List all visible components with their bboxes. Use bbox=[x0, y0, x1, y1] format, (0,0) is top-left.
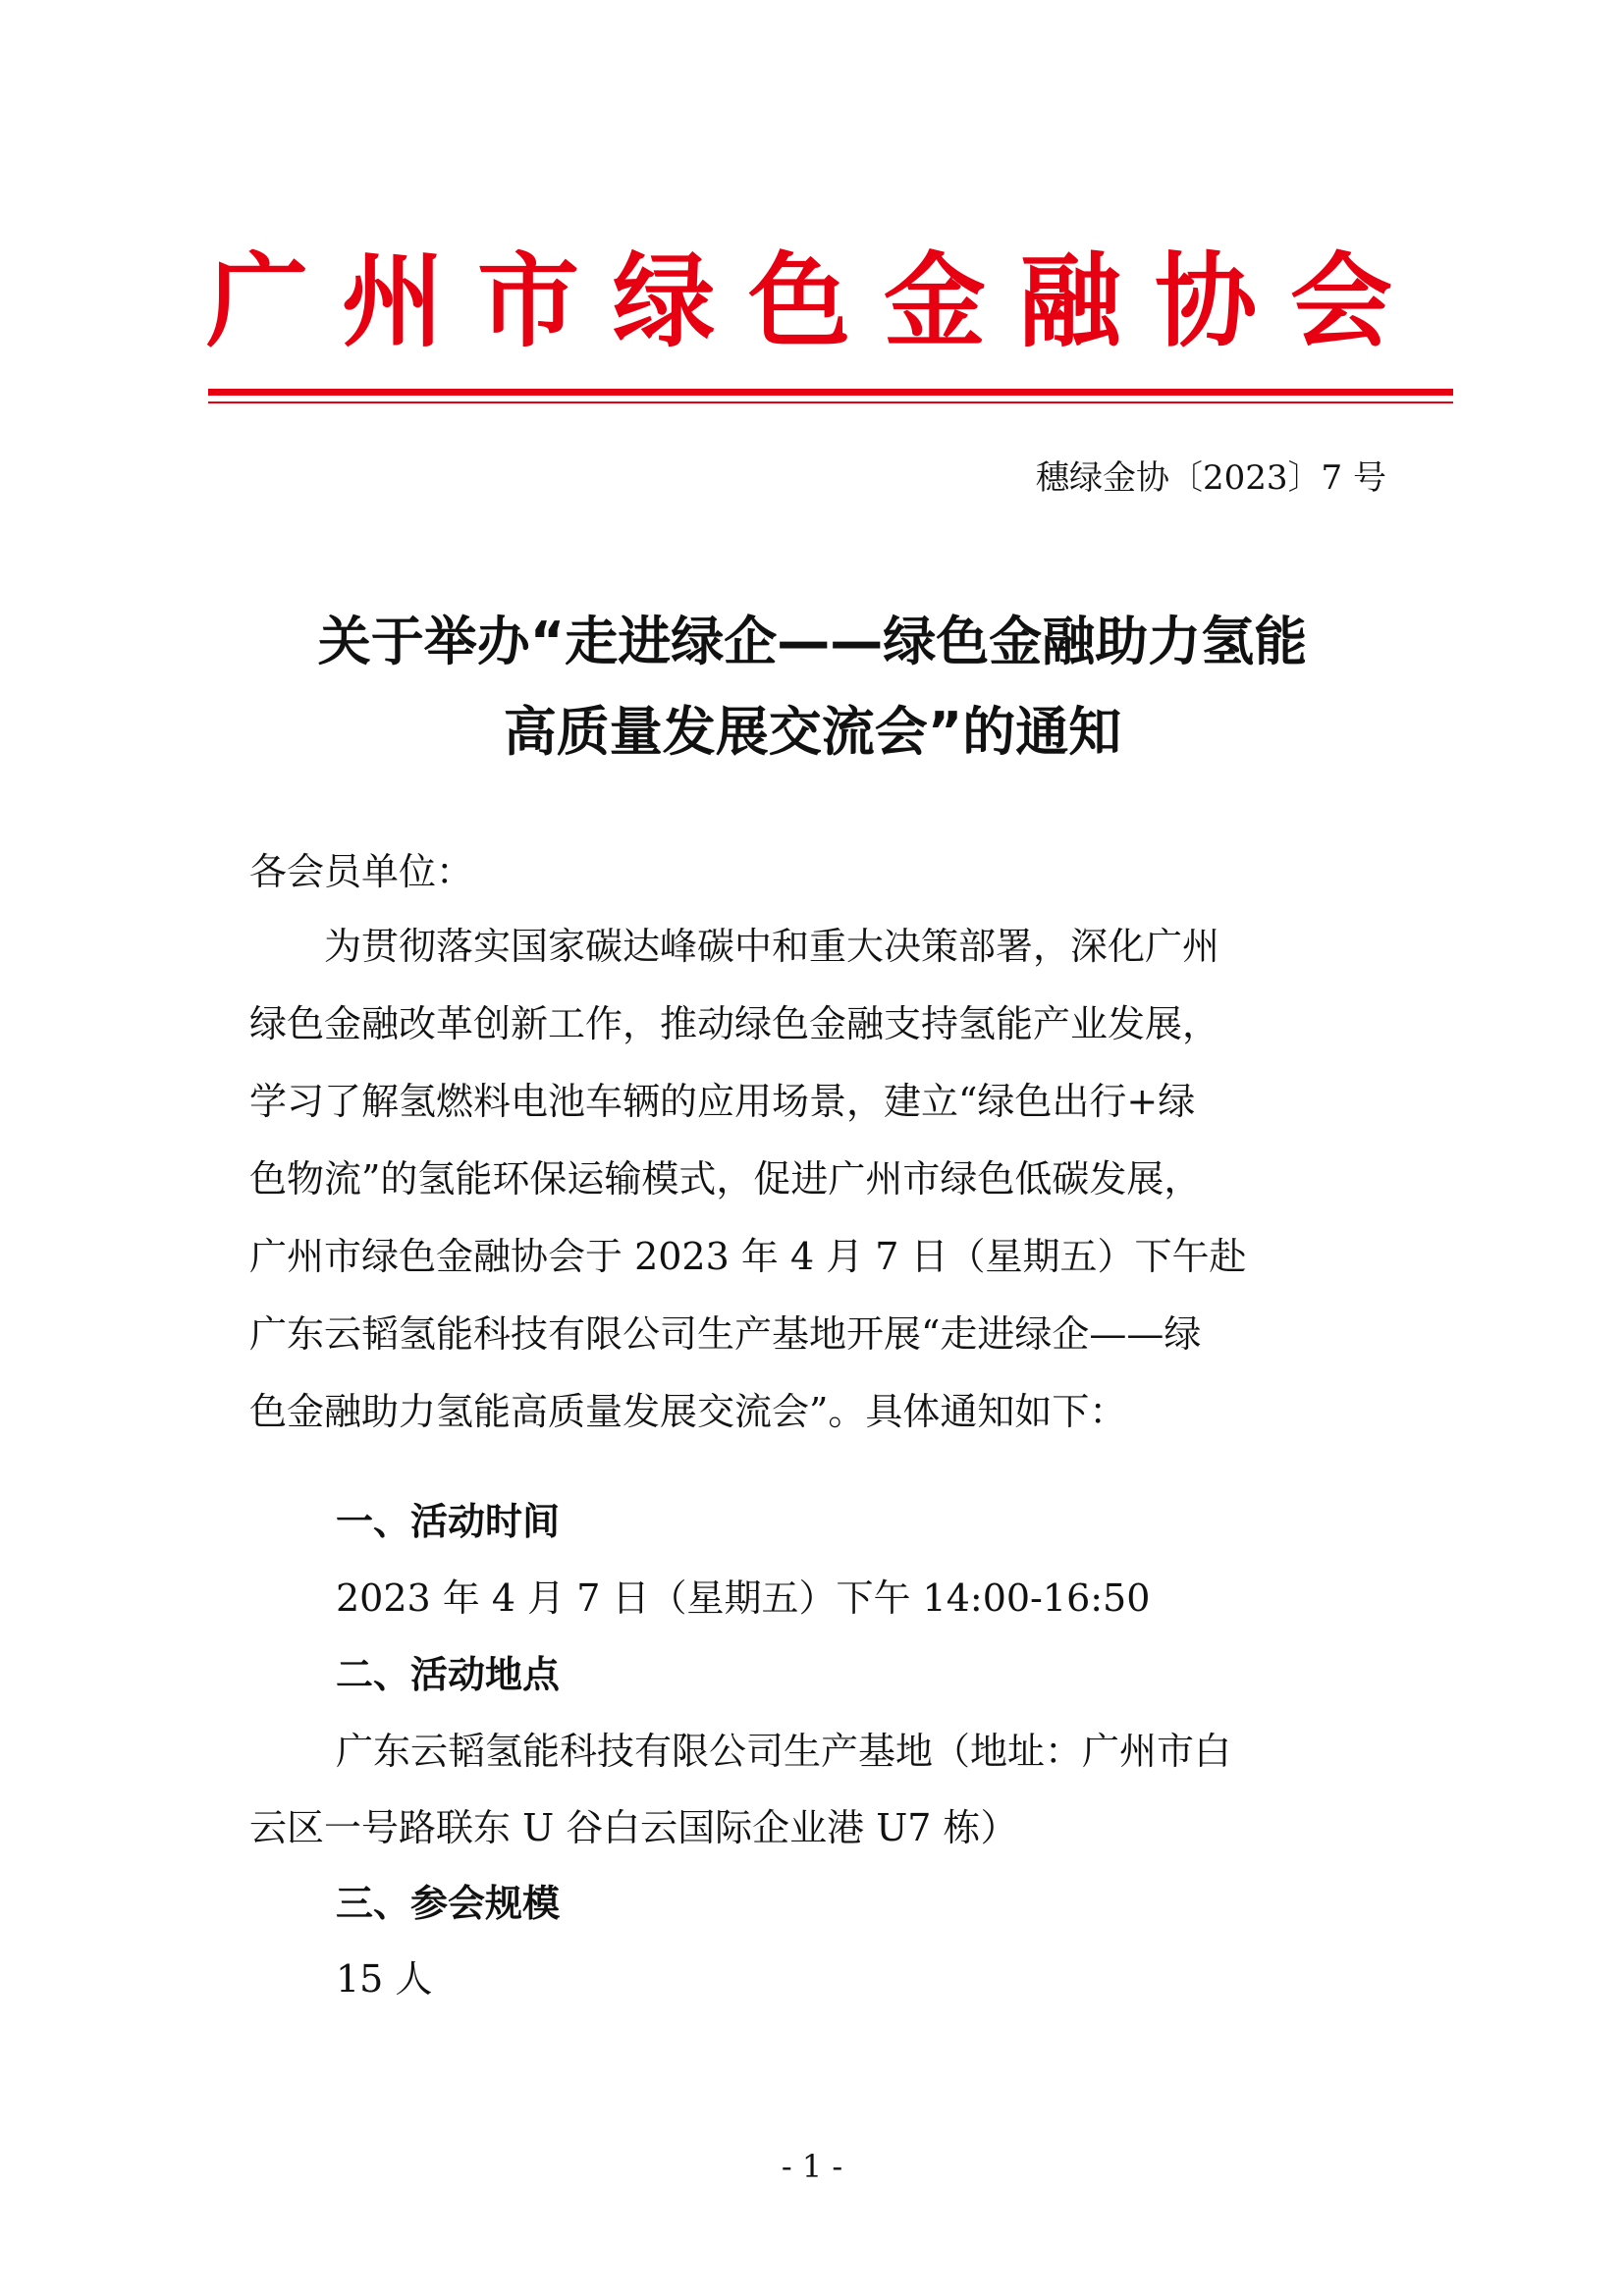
letterhead-rule-thick bbox=[208, 389, 1453, 396]
intro-line: 色物流”的氢能环保运输模式，促进广州市绿色低碳发展， bbox=[249, 1157, 1202, 1201]
section-heading-time: 一、活动时间 bbox=[336, 1500, 561, 1543]
section-scale-value: 15 人 bbox=[336, 1957, 433, 2001]
section-location-line-1: 广东云韬氢能科技有限公司生产基地（地址：广州市白 bbox=[336, 1730, 1232, 1773]
section-heading-location: 二、活动地点 bbox=[336, 1653, 561, 1696]
letterhead-rule-thin bbox=[208, 401, 1453, 403]
intro-line: 色金融助力氢能高质量发展交流会”。具体通知如下： bbox=[249, 1390, 1127, 1433]
page-number: - 1 - bbox=[781, 2148, 843, 2185]
salutation: 各会员单位： bbox=[249, 850, 474, 893]
letterhead-org-name: 广州市绿色金融协会 bbox=[206, 241, 1427, 361]
intro-line: 广东云韬氢能科技有限公司生产基地开展“走进绿企——绿 bbox=[249, 1312, 1202, 1356]
intro-line: 广州市绿色金融协会于 2023 年 4 月 7 日（星期五）下午赴 bbox=[249, 1235, 1247, 1278]
intro-line: 绿色金融改革创新工作，推动绿色金融支持氢能产业发展， bbox=[249, 1002, 1220, 1045]
document-title-line-1: 关于举办“走进绿企——绿色金融助力氢能 bbox=[317, 611, 1308, 672]
section-heading-scale: 三、参会规模 bbox=[336, 1882, 561, 1925]
document-title-line-2: 高质量发展交流会”的通知 bbox=[503, 701, 1122, 763]
section-time-value: 2023 年 4 月 7 日（星期五）下午 14:00-16:50 bbox=[336, 1576, 1151, 1620]
intro-line: 学习了解氢燃料电池车辆的应用场景，建立“绿色出行+绿 bbox=[249, 1080, 1196, 1123]
intro-line: 为贯彻落实国家碳达峰碳中和重大决策部署，深化广州 bbox=[249, 925, 1220, 968]
document-number: 穗绿金协〔2023〕7 号 bbox=[1036, 458, 1386, 498]
document-title bbox=[236, 597, 1389, 777]
section-location-line-2: 云区一号路联东 U 谷白云国际企业港 U7 栋） bbox=[249, 1806, 1018, 1849]
intro-paragraph bbox=[249, 921, 1388, 1437]
